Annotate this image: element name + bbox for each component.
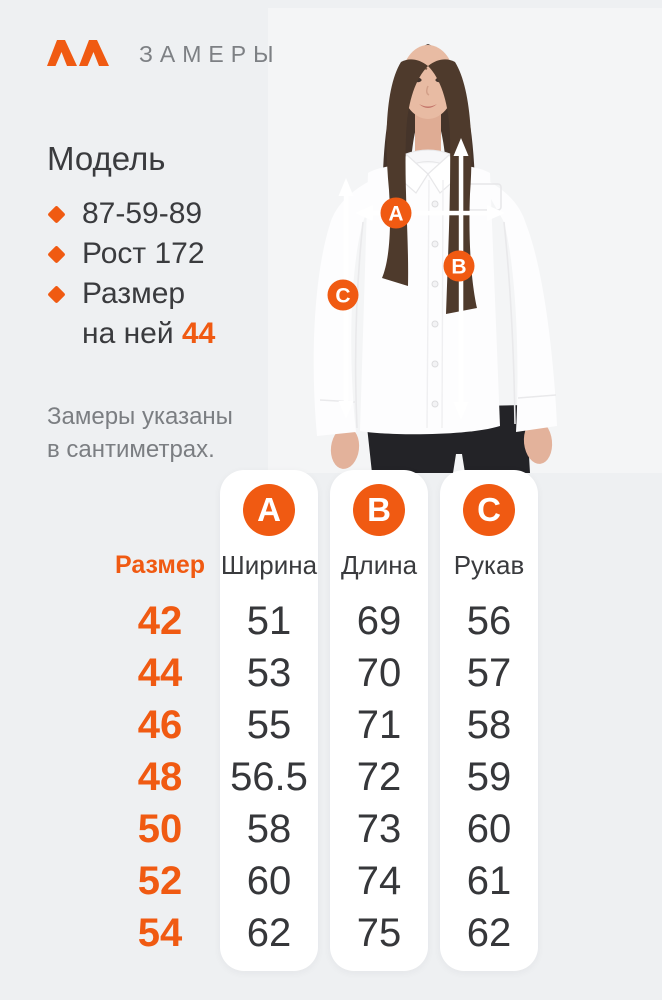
table-cell: 57 [466,650,512,695]
size-value: 48 [137,754,183,799]
brand-header [47,38,280,68]
marker-circle-a [381,198,412,229]
table-cell: 73 [356,806,402,851]
table-cell: 55 [246,702,292,747]
column-header-b [330,470,428,595]
model-photo [268,8,662,473]
diamond-bullet-icon [47,245,65,263]
size-table [112,470,538,971]
table-cell: 58 [246,806,292,851]
column-letter-badge-c: C [463,484,515,536]
column-card-width [220,470,318,971]
column-header-a [220,470,318,595]
table-cell: 70 [356,650,402,695]
page-title: ЗАМЕРЫ [139,41,281,67]
marker-circle-c [328,280,359,311]
units-note-line2: в сантиметрах. [47,436,215,463]
size-column [112,470,208,971]
model-item-height [47,234,215,274]
column-letter-badge-b: B [353,484,405,536]
model-heading: Модель [47,140,166,177]
column-card-sleeve [440,470,538,971]
model-item-text [82,274,215,354]
double-chevron-icon [47,38,109,68]
table-cell: 59 [466,754,512,799]
size-value: 42 [137,598,183,643]
marker-letter-b: B [451,255,467,279]
model-item-measurements [47,194,215,234]
table-cell: 69 [356,598,402,643]
column-label-sleeve: Рукав [453,550,525,580]
table-cell: 61 [466,858,512,903]
table-cell: 75 [356,910,402,955]
model-item-size [47,274,215,354]
size-column-header [112,470,208,595]
column-label-width: Ширина [220,550,318,580]
table-cell: 53 [246,650,292,695]
model-size-line1: Размер [82,277,186,310]
table-cell: 71 [356,702,402,747]
model-item-text: Рост 172 [82,237,205,270]
model-size-line2: на ней [82,317,174,350]
photo-figure [268,8,662,473]
table-cell: 72 [356,754,402,799]
units-note-line1: Замеры указаны [47,403,233,430]
table-cell: 60 [466,806,512,851]
column-letter-badge-a: A [243,484,295,536]
table-cell: 56 [466,598,512,643]
size-value: 54 [137,910,183,955]
model-item-text: 87-59-89 [82,197,203,230]
table-cell: 60 [246,858,292,903]
diamond-bullet-icon [47,205,65,223]
units-note [47,400,233,466]
size-value: 50 [137,806,183,851]
table-cell: 62 [466,910,512,955]
size-value: 44 [137,650,183,695]
table-cell: 58 [466,702,512,747]
model-size-value: 44 [181,317,216,350]
column-label-length: Длина [340,550,418,580]
marker-circle-b [444,251,475,282]
marker-letter-a: A [388,202,404,226]
column-header-c [440,470,538,595]
table-cell: 74 [356,858,402,903]
size-value: 46 [137,702,183,747]
marker-letter-c: C [335,284,351,308]
size-value: 52 [137,858,183,903]
size-column-label: Размер [114,551,206,579]
table-cell: 56.5 [230,754,308,799]
column-card-length [330,470,428,971]
model-info [47,140,215,354]
table-cell: 51 [246,598,292,643]
table-cell: 62 [246,910,292,955]
diamond-bullet-icon [47,285,65,303]
